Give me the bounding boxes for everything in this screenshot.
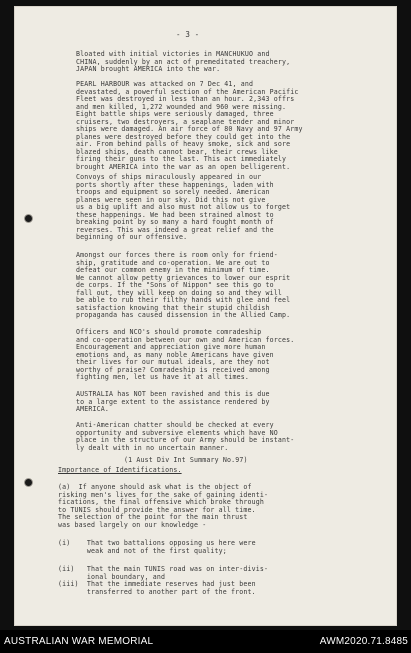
punch-hole [24,214,33,223]
list-item-i: (i) That two battalions opposing us here were weak and not of the first quality; [58,539,256,555]
paragraph-a: (a) If anyone should ask what is the object of risking men's lives for the sake of gaining identi- fications, the final offensive which broke through to TUNIS should provide the answer for all time. The selection of the point for the main thrust was based largely on our knowledge - [58,483,269,529]
citation: (1 Aust Div Int Summary No.97) [124,456,248,464]
list-item-iii: (iii) That the immediate reserves had just been transferred to another part of the front. [58,580,256,596]
footer-accession-number: AWM2020.71.8485 [319,636,408,647]
paragraph-intro: Bloated with initial victories in MANCHUKUO and CHINA, suddenly by an act of premeditated treachery, JAPAN brought AMERICA into the war. [76,50,291,73]
paragraph-pearl-harbour: PEARL HARBOUR was attacked on 7 Dec 41, and devastated, a powerful section of the American Pacific Fleet was destroyed in less than an hour. 2,343 offrs and men killed, 1,272 wounded and 960 were missing. Eight battle ships were seriously damaged, three cruisers, two destroyers, a seaplane tender and minor ships were damaged. An air force of 80 Navy and 97 Army planes were destroyed before they could get into the air. From behind palls of heavy smoke, sick and sore blazed ships, death cannot bear, their crews like firing their guns to the last. This act immediately brought AMERICA into the war as an open belligerent. [76,80,303,171]
document-page [14,6,397,626]
section-heading: Importance of Identifications. [58,466,182,474]
paragraph-officers: Officers and NCO's should promote comradeship and co-operation between our own and American forces. Encouragement and appreciation give more human emotions and, as many noble Americans have given their lives for our mutual ideals, are they not worthy of praise? Comradeship is received among fighting men, let us have it at all times. [76,328,295,381]
list-item-ii: (ii) That the main TUNIS road was on inter-divis- ional boundary, and [58,565,269,581]
paragraph-amongst: Amongst our forces there is room only for friend- ship, gratitude and co-operation. We are out to defeat our common enemy in the minimum of time. We cannot allow petty grievances to lower our esprit de corps. If the "Sons of Nippon" see this go to fall out, they will keep on doing so and they will be able to rub their filthy hands with glee and feel satisfaction knowing that their stupid childish propaganda has caused dissension in the Allied Camp. [76,251,291,319]
footer-bar [0,630,411,653]
footer-institution: AUSTRALIAN WAR MEMORIAL [4,636,154,647]
paragraph-convoys: Convoys of ships miraculously appeared in our ports shortly after these happenings, laden with troops and equipment so sorely needed. American planes were seen in our sky. Did this not give us a big uplift and also must not allow us to forget these happenings. We had been strained almost to breaking point by so many a hard fought month of reverses. This was indeed a great relief and the beginning of our offensive. [76,173,291,241]
paragraph-anti-american: Anti-American chatter should be checked at every opportunity and subversive elements which have NO place in the structure of our Army should be instant- ly dealt with in no uncertain manner. [76,421,295,452]
page-number: - 3 - [176,30,200,39]
punch-hole [24,478,33,487]
paragraph-australia: AUSTRALIA has NOT been ravished and this is due to a large extent to the assistance rendered by AMERICA. [76,390,270,413]
